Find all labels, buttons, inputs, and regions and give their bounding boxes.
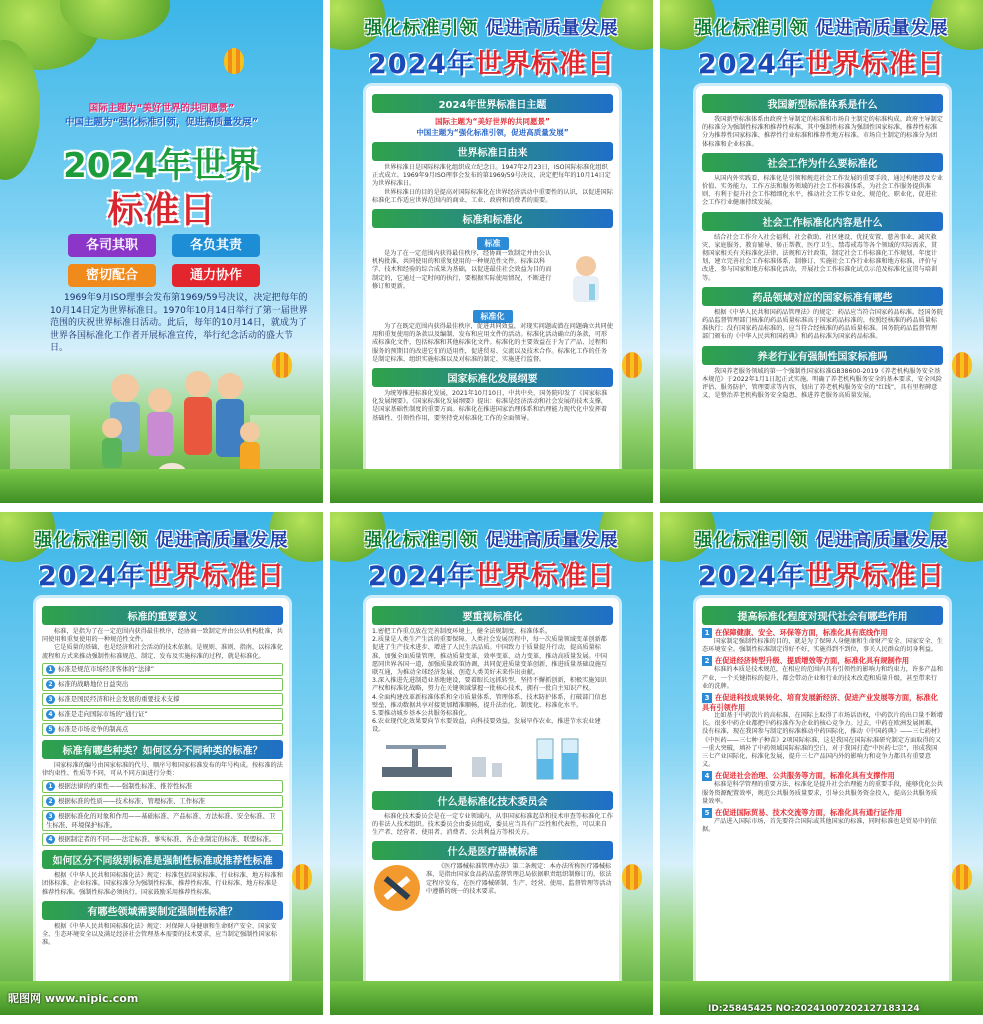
list-item: 1 标准是规范市场经济客体的“法律” <box>42 663 283 676</box>
section-text: 国家标准的编号由国家标准的代号、顺序号和国家标准发布的年号构成。按标准的法律约束性、性质等不同，可从不同方面进行分类： <box>42 761 283 778</box>
section-text: 比如基于中药饮片的高标准，在国际上取得了市场话语权，中药饮片的出口量不断增长。很多中药企业都把中药标准作为企业的核心竞争力。过去，中药在欧洲发展困难，没有标准，现在我国参与制定的标准推动中药国际化，推动《中国药典》——三七药材》《中医药——三七种子种苗》2项国际标准，这是我国在国际标准研究制定方面取得的又一重大突破，填补了中药领域国际标准的空白，对于我国打造“中医药七宗”，形成我国三七产业国际化、标准化发展，提升三七产品国内外的影响力和竞争力都具有重要意义。 <box>702 712 943 769</box>
section-text: 我国养老服务领域的第一个强制性国家标准GB38600-2019《养老机构服务安全基本规范》于2022年1月1日起正式实施。明确了养老机构服务安全的基本要求、安全风险评估、服务防护、管理要求等内容，划出了养老机构服务安全的“红线”，具有里程碑意义，是整治养老机构服务安全隐患、推进养老服务高质量发展。 <box>702 367 943 400</box>
balloon-icon <box>952 864 972 890</box>
slogan-header: 强化标准引领 促进高质量发展 <box>694 530 949 551</box>
slogan-header: 强化标准引领 促进高质量发展 <box>694 18 949 39</box>
section-heading: 什么是医疗器械标准 <box>372 841 613 860</box>
day-header: 2024年世界标准日 <box>697 49 946 80</box>
section-text: 6.农业现代化效果要向节水要效益，向科技要效益，发展旱作农业，推进节水农业建设。 <box>372 718 601 734</box>
balloon-icon <box>622 352 642 378</box>
section-text: 标准是科学管理的重要方法，标准化是提升社会治理能力的重要手段，能够优化公共服务资源配置效率，规范公共服务质量要求，引导公共服务资金投入，提高公共服务质量效率。 <box>702 781 943 805</box>
content-board <box>366 86 619 484</box>
role-heading: 2 在促进经济转型升级、提质增效等方面，标准化具有规制作用 <box>702 656 943 666</box>
section-heading: 如何区分不同级别标准是强制性标准或推荐性标准 <box>42 850 283 869</box>
section-heading: 养老行业有强制性国家标准吗 <box>702 346 943 365</box>
section-text: 1.密把工作重点放在完善制度环境上，健全法规制度、标准体系。 <box>372 628 552 635</box>
section-text: 为统筹推进标准化发展，2021年10月10日，中共中央、国务院印发了《国家标准化发展纲要》。《国家标准化发展纲要》提出：标准是经济活动和社会发展的技术支撑，是国家基础性制度的重要方面。标准化在推进国家治理体系和治理能力现代化中发挥着基础性、引领性作用，要坚持党对标准化工作的全面领导。 <box>372 390 608 422</box>
grass-decoration <box>0 469 323 503</box>
poster-panel-roles <box>660 512 983 1015</box>
balloon-icon <box>272 352 292 378</box>
significance-list <box>42 663 283 736</box>
section-heading: 标准和标准化 <box>372 209 613 228</box>
slogan-chip: 各负其责 <box>172 234 260 257</box>
section-heading: 世界标准日由来 <box>372 142 613 161</box>
cn-theme: 中国主题为“强化标准引领，促进高质量发展” <box>65 117 258 128</box>
slogan-chip: 密切配合 <box>68 264 156 287</box>
balloon-icon <box>622 864 642 890</box>
section-text: 根据《中华人民共和国标准化法》规定：对保障人身健康和生命财产安全、国家安全、生态环境安全以及满足经济社会管理基本需要的技术要求，应当制定强制性国家标准。 <box>42 922 278 947</box>
intl-theme: 国际主题为“美好世界的共同愿景” <box>88 103 235 114</box>
slogan-chip: 各司其职 <box>68 234 156 257</box>
cn-theme: 中国主题为“强化标准引领，促进高质量发展” <box>416 128 569 137</box>
content-board <box>696 598 949 996</box>
poster-panel-cover <box>0 0 323 503</box>
day-header: 2024年世界标准日 <box>697 561 946 592</box>
list-item: 4 标准是走向国际市场的“通行证” <box>42 708 283 721</box>
list-item: 2 根据标准的性质——技术标准、管理标准、工作标准 <box>42 795 283 808</box>
section-text: 为了在既定范围内获得最佳秩序，促进共同效益，对现实问题或潜在问题确立共同使用和重复使用的条款以及编制、发布和应用文件的活动。标准化活动确立的条款，可形成标准化文件，包括标准和其他标准化文件。标准化的主要效益在于为了产品、过程和服务的预期目的改进它们的适用性，促进贸易、交流以及技术合作。标准化工作的任务是制定标准、组织实施标准以及对标准的制定、实施进行监督。 <box>372 323 613 363</box>
section-heading: 提高标准化程度对现代社会有哪些作用 <box>702 606 943 625</box>
section-text: 是为了在一定范围内获得最佳秩序，经协商一致制定并由公认机构批准，共同使用的和重复使用的一种规范性文件。标准以科学、技术和经验的综合成果为基础，以促进最佳社会效益为目的而制定的，它通过一定时间的执行，要根据实际使用情况，不断进行修订和更新。 <box>372 250 552 290</box>
section-heading: 2024年世界标准日主题 <box>372 94 613 113</box>
section-text: 《医疗器械标准管理办法》第二条规定：本办法所称医疗器械标准，是指由国家食品药品监督管理总局依据职责组织制修订的，依法定程序发布，在医疗器械研制、生产、经营、使用、监督管理等活动中遵循的统一的技术要求。 <box>426 863 612 895</box>
poster-panel-system <box>660 0 983 503</box>
list-item: 4 根据制定者的不同——法定标准、事实标准、各企业制定的标准、联盟标准。 <box>42 833 283 846</box>
section-heading: 社会工作标准化内容是什么 <box>702 212 943 231</box>
cover-title-line2: 标准日 <box>107 190 216 231</box>
section-text: 标准化技术委员会是在一定专业领域内，从事国家标准起草和技术审查等标准化工作的非法人技术组织。技术委员会由委员组成，委员应当具有广泛性和代表性，可以来自生产者、经营者、使用者、消费者、公共利益方等相关方。 <box>372 812 613 837</box>
city-silhouette <box>10 415 70 475</box>
role-heading: 1 在保障健康、安全、环保等方面，标准化具有底线作用 <box>702 628 943 638</box>
section-text: 4.全面构建改革新标准体系和全市质量体系、管理体系、技术防护体系，打破部门信息壁垒，推动数据共享对接更加精准顺畅，提升法治化、制度化、标准化水平。 <box>372 693 607 709</box>
scientist-illustration <box>559 250 613 304</box>
section-heading: 国家标准化发展纲要 <box>372 368 613 387</box>
list-item: 3 根据标准化的对象和作用——基础标准、产品标准、方法标准、安全标准、卫生标准、环境保护标准。 <box>42 810 283 831</box>
slogan-header: 强化标准引领 促进高质量发展 <box>34 530 289 551</box>
section-text: 它是质量的基础，也是经济和社会活动的技术依据。是规则、准则、指南，以标准化流程和方式来推动强制性标准规范、制定、发布及实施标准的过程，就是标准化。 <box>42 644 283 660</box>
grass-decoration <box>660 469 983 503</box>
poster-panel-theme <box>330 0 653 503</box>
section-text: 从国内外实践看，标准化是引领和规范社会工作发展的重要手段，通过构建涉及专业价值、实务能力、工作方法和服务领域的社会工作标准体系，为社会工作服务提供准则、有利于提升社会工作精细化水平，推动社会工作专业化、规范化、职业化，促进社会工作行业健康持续发展。 <box>702 174 943 207</box>
day-header: 2024年世界标准日 <box>37 561 286 592</box>
slogan-header: 强化标准引领 促进高质量发展 <box>364 530 619 551</box>
lab-equipment-illustration <box>372 735 612 783</box>
grass-decoration <box>330 469 653 503</box>
content-board <box>36 598 289 996</box>
day-header: 2024年世界标准日 <box>367 561 616 592</box>
section-text: 我国新型标准体系由政府主导制定的标准和市场自主制定的标准构成。政府主导制定的标准分为强制性标准和推荐性标准，其中强制性标准为强制性国家标准，推荐性标准分为推荐性国家标准、推荐性行业标准和推荐性地方标准。市场自主制定的标准分为团体标准和企业标准。 <box>702 116 943 148</box>
section-heading: 什么是标准化技术委员会 <box>372 791 613 810</box>
section-heading: 标准有哪些种类？如何区分不同种类的标准？ <box>42 740 283 759</box>
section-text: 3.深入推进先进制造业基地建设，要着眼长远抓转型，坚持不懈抓创新，积极实施知识产权和标准化战略，努力在关键领域掌握一批核心技术，拥有一批自主知识产权。 <box>372 677 607 693</box>
list-item: 1 根据法律的约束性——强制性标准、推荐性标准 <box>42 780 283 793</box>
section-text: 结合社会工作介入社会福利、社会救助、社区建设、优抚安置、慈善事业、减灾救灾、家庭服务、教育辅导、矫正帮教、医疗卫生、禁毒戒毒等各个领域的实际需求，贯彻国家相关有关标准化法律、法规和方针政策，制定社会工作标准化工作规划、年度计划，建立完善社会工作标准体系，制修订、实施社会工作行业标准和地方标准，评价与改进、参与国家和地方标准化活动，开展社会工作标准化试点示范及标准化宣贯与培训等。 <box>702 233 938 282</box>
subheading: 标准 <box>477 237 509 250</box>
role-heading: 3 在促进科技成果转化、培育发展新经济、促进产业发展等方面，标准化具有引领作用 <box>702 693 938 713</box>
section-text: 标准，是指为了在一定范围内获得最佳秩序，经协商一致制定并由公认机构批准，共同使用和重复使用的一种规范性文件。 <box>42 628 283 644</box>
section-text: 国家制定强制性标准的目的，就是为了保障人身健康和生命财产安全、国家安全、生态环境安全。强制性标准制定得好不好，实施得到不到位，事关人民群众的切身利益。 <box>702 638 943 654</box>
section-text: 2.质量是人类生产生活的重要保障。人类社会发展历程中，每一次质量领域变革创新都促进了生产技术进步、增进了人民生活品质。中国致力于质量提升行动，提高质量标准，加强全面质量管理，推动质量变革、效率变革、动力变革，推动高质量发展。中国愿同世界各国一道，加强质量政策协调，共同促进质量变革创新、推进质量基础设施互联互通，为推动全球经济发展、创造人类美好未来作出贡献。 <box>372 636 608 677</box>
medical-tools-icon <box>372 863 422 913</box>
list-item: 3 标准是国民经济和社会发展的重要技术支撑 <box>42 693 283 706</box>
section-text: 根据《中华人民共和国药品管理法》的规定：药品应当符合国家药品标准。经国务院药品监督管理部门核准的药品质量标准高于国家药品标准的，按照经核准的药品质量标准执行；没有国家药品标准的，应当符合经核准的药品质量标准。国务院药品监督管理部门颁布的《中华人民共和国药典》和药品标准为国家药品标准。 <box>702 308 943 341</box>
subheading: 标准化 <box>473 310 513 323</box>
watermark-right: ID:25845425 NO:20241007202127183124 <box>708 1004 920 1014</box>
list-item: 5 标准是市场竞争的制高点 <box>42 723 283 736</box>
section-text: 产品进入国际市场，首先要符合国际或其他国家的标准，同时标准也是贸易中的依据。 <box>702 818 937 834</box>
section-heading: 标准的重要意义 <box>42 606 283 625</box>
balloon-icon <box>224 48 244 74</box>
watermark-left: 昵图网 www.nipic.com <box>8 992 139 1005</box>
section-heading: 要重视标准化 <box>372 606 613 625</box>
poster-panel-significance <box>0 512 323 1015</box>
content-board <box>366 598 619 996</box>
balloon-icon <box>292 864 312 890</box>
content-board <box>696 86 949 484</box>
category-list <box>42 780 283 846</box>
section-heading: 我国新型标准体系是什么 <box>702 94 943 113</box>
role-heading: 5 在促进国际贸易、技术交流等方面，标准化具有通行证作用 <box>702 808 943 818</box>
section-text: 世界标准日的目的是提高对国际标准化在世界经济活动中重要性的认识，以促进国际标准化工作适应世界范围内的商业、工业、政府和消费者的需要。 <box>372 188 613 204</box>
section-heading: 社会工作为什么要标准化 <box>702 153 943 172</box>
section-heading: 药品领域对应的国家标准有哪些 <box>702 287 943 306</box>
section-text: 根据《中华人民共和国标准化法》规定：标准包括国家标准、行业标准、地方标准和团体标准、企业标准。国家标准分为强制性标准、推荐性标准，行业标准、地方标准是推荐性标准。强制性标准必须执行。国家鼓励采用推荐性标准。 <box>42 872 283 896</box>
poster-panel-committee <box>330 512 653 1015</box>
role-heading: 4 在促进社会治理、公共服务等方面，标准化具有支撑作用 <box>702 771 943 781</box>
cover-description: 1969年9月ISO理事会发布第1969/59号决议，决定把每年的10月14日定为世界标准日。1970年10月14日举行了第一届世界范围的庆祝世界标准日活动。此后，每年的10月14日，就成为了世界各国标准化工作者开展标准宣传，举行纪念活动的盛大节日。 <box>50 293 308 353</box>
section-text: 5.要推动城乡基本公共服务标准化。 <box>372 710 471 718</box>
slogan-header: 强化标准引领 促进高质量发展 <box>364 18 619 39</box>
grass-decoration <box>330 981 653 1015</box>
section-heading: 有哪些领域需要制定强制性标准？ <box>42 901 283 920</box>
section-text: 世界标准日是国际标准化组织成立纪念日。1947年2月23日，ISO国际标准化组织正式成立。1969年9月ISO理事会发布的第1969/59号决议，决定把每年的10月14日定为世界标准日。 <box>372 164 611 188</box>
balloon-icon <box>952 352 972 378</box>
day-header: 2024年世界标准日 <box>367 49 616 80</box>
section-text: 标准的本质是技术规范，在相应的范围内具有引领性的影响力和约束力，许多产品和产业，一个关键指标的提升，都会带动企业和行业的技术改造和质量升级，甚至带来行业的洗牌。 <box>702 666 943 690</box>
cover-title-line1: 2024年世界 <box>63 146 260 186</box>
list-item: 2 标准的战略地位日益突出 <box>42 678 283 691</box>
slogan-chip: 通力协作 <box>172 264 260 287</box>
intl-theme: 国际主题为“美好世界的共同愿景” <box>435 117 550 126</box>
